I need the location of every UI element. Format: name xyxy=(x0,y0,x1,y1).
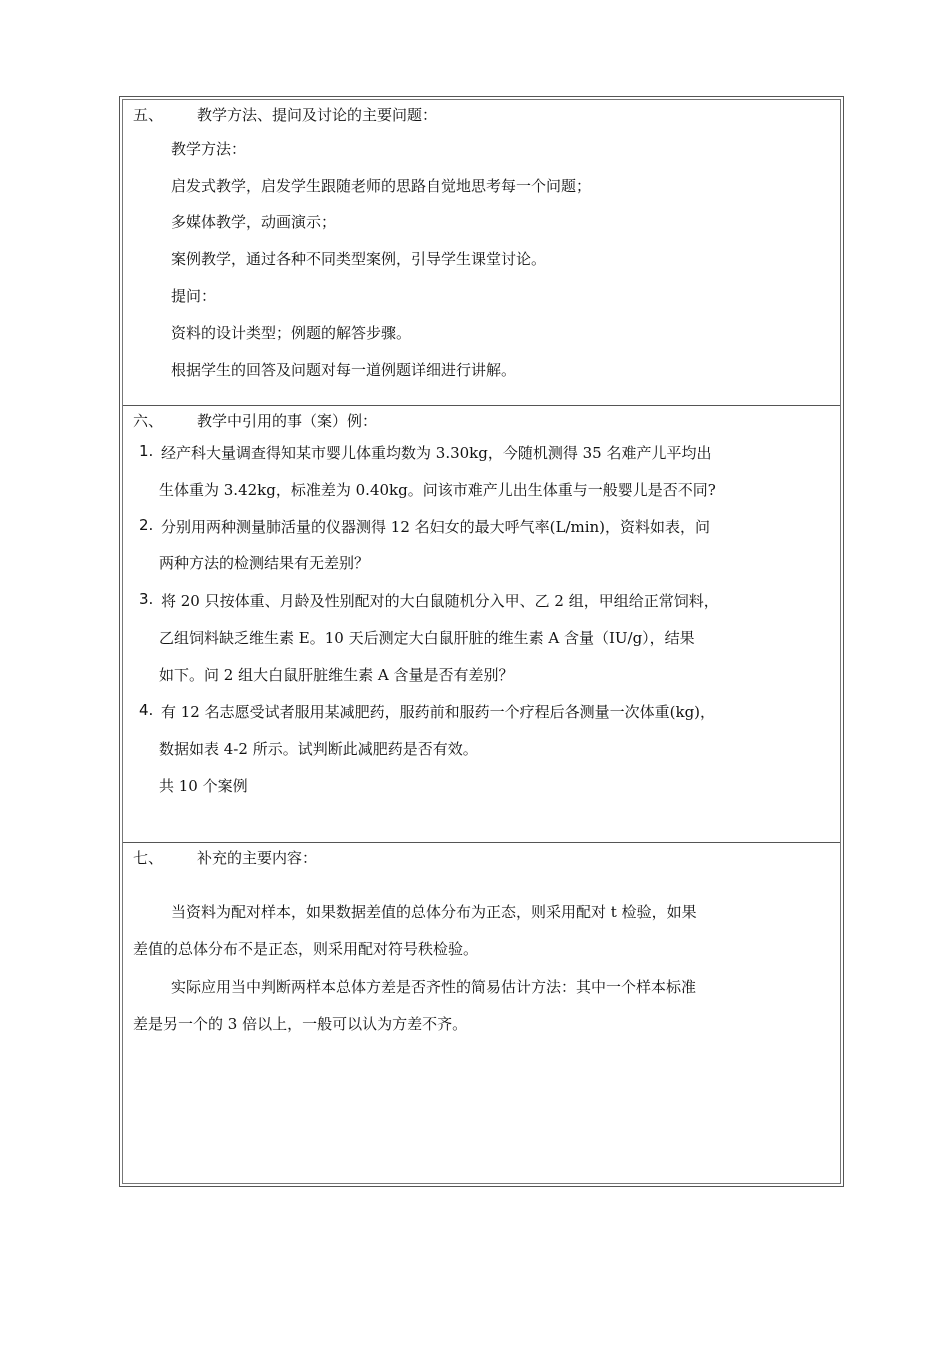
paragraph-line: 差值的总体分布不是正态，则采用配对符号秩检验。 xyxy=(133,940,479,958)
case-text-line: 生体重为 3.42kg，标准差为 0.40kg。问该市难产儿出生体重与一般婴儿是否不同? xyxy=(159,481,716,499)
text-line: 多媒体教学，动画演示； xyxy=(171,213,337,231)
paragraph-line: 当资料为配对样本，如果数据差值的总体分布为正态，则采用配对 t 检验，如果 xyxy=(171,903,697,921)
text-line: 提问： xyxy=(171,287,217,305)
section-number: 七、 xyxy=(133,849,164,867)
case-text-line: 如下。问 2 组大白鼠肝脏维生素 A 含量是否有差别？ xyxy=(159,666,514,684)
section-heading xyxy=(133,847,317,868)
case-number: 1. xyxy=(139,442,154,460)
case-total: 共 10 个案例 xyxy=(159,777,248,795)
paragraph-line: 实际应用当中判断两样本总体方差是否齐性的简易估计方法：其中一个样本标准 xyxy=(171,978,697,996)
section-cited-cases xyxy=(123,406,840,843)
case-number: 4. xyxy=(139,701,154,719)
paragraph-line: 差是另一个的 3 倍以上，一般可以认为方差不齐。 xyxy=(133,1015,468,1033)
table-inner-border xyxy=(122,99,841,1184)
section-title: 补充的主要内容： xyxy=(197,849,318,867)
case-number: 3. xyxy=(139,590,154,608)
text-line: 启发式教学，启发学生跟随老师的思路自觉地思考每一个问题； xyxy=(171,177,592,195)
section-number: 五、 xyxy=(133,106,164,124)
case-text-line: 有 12 名志愿受试者服用某减肥药，服药前和服药一个疗程后各测量一次体重(kg)， xyxy=(161,703,716,721)
text-line: 根据学生的回答及问题对每一道例题详细进行讲解。 xyxy=(171,361,517,379)
text-line: 教学方法： xyxy=(171,140,247,158)
section-number: 六、 xyxy=(133,412,164,430)
case-text-line: 分别用两种测量肺活量的仪器测得 12 名妇女的最大呼气率(L/min)，资料如表，问 xyxy=(161,518,711,536)
case-text-line: 乙组饲料缺乏维生素 E。10 天后测定大白鼠肝脏的维生素 A 含量（IU/g），结果 xyxy=(159,629,695,647)
case-text-line: 两种方法的检测结果有无差别？ xyxy=(159,554,370,572)
case-text-line: 将 20 只按体重、月龄及性别配对的大白鼠随机分入甲、乙 2 组，甲组给正常饲料， xyxy=(161,592,719,610)
text-line: 资料的设计类型；例题的解答步骤。 xyxy=(171,324,412,342)
case-number: 2. xyxy=(139,516,154,534)
case-text-line: 数据如表 4-2 所示。试判断此减肥药是否有效。 xyxy=(159,740,478,758)
section-title: 教学中引用的事（案）例： xyxy=(197,412,378,430)
section-supplementary xyxy=(123,843,840,1183)
text-line: 案例教学，通过各种不同类型案例，引导学生课堂讨论。 xyxy=(171,250,547,268)
lesson-plan-table xyxy=(119,96,844,1187)
case-text-line: 经产科大量调查得知某市婴儿体重均数为 3.30kg，今随机测得 35 名难产儿平均出 xyxy=(161,444,712,462)
section-heading xyxy=(133,104,437,125)
section-heading xyxy=(133,410,377,431)
section-title: 教学方法、提问及讨论的主要问题： xyxy=(197,106,438,124)
section-teaching-methods xyxy=(123,100,840,406)
